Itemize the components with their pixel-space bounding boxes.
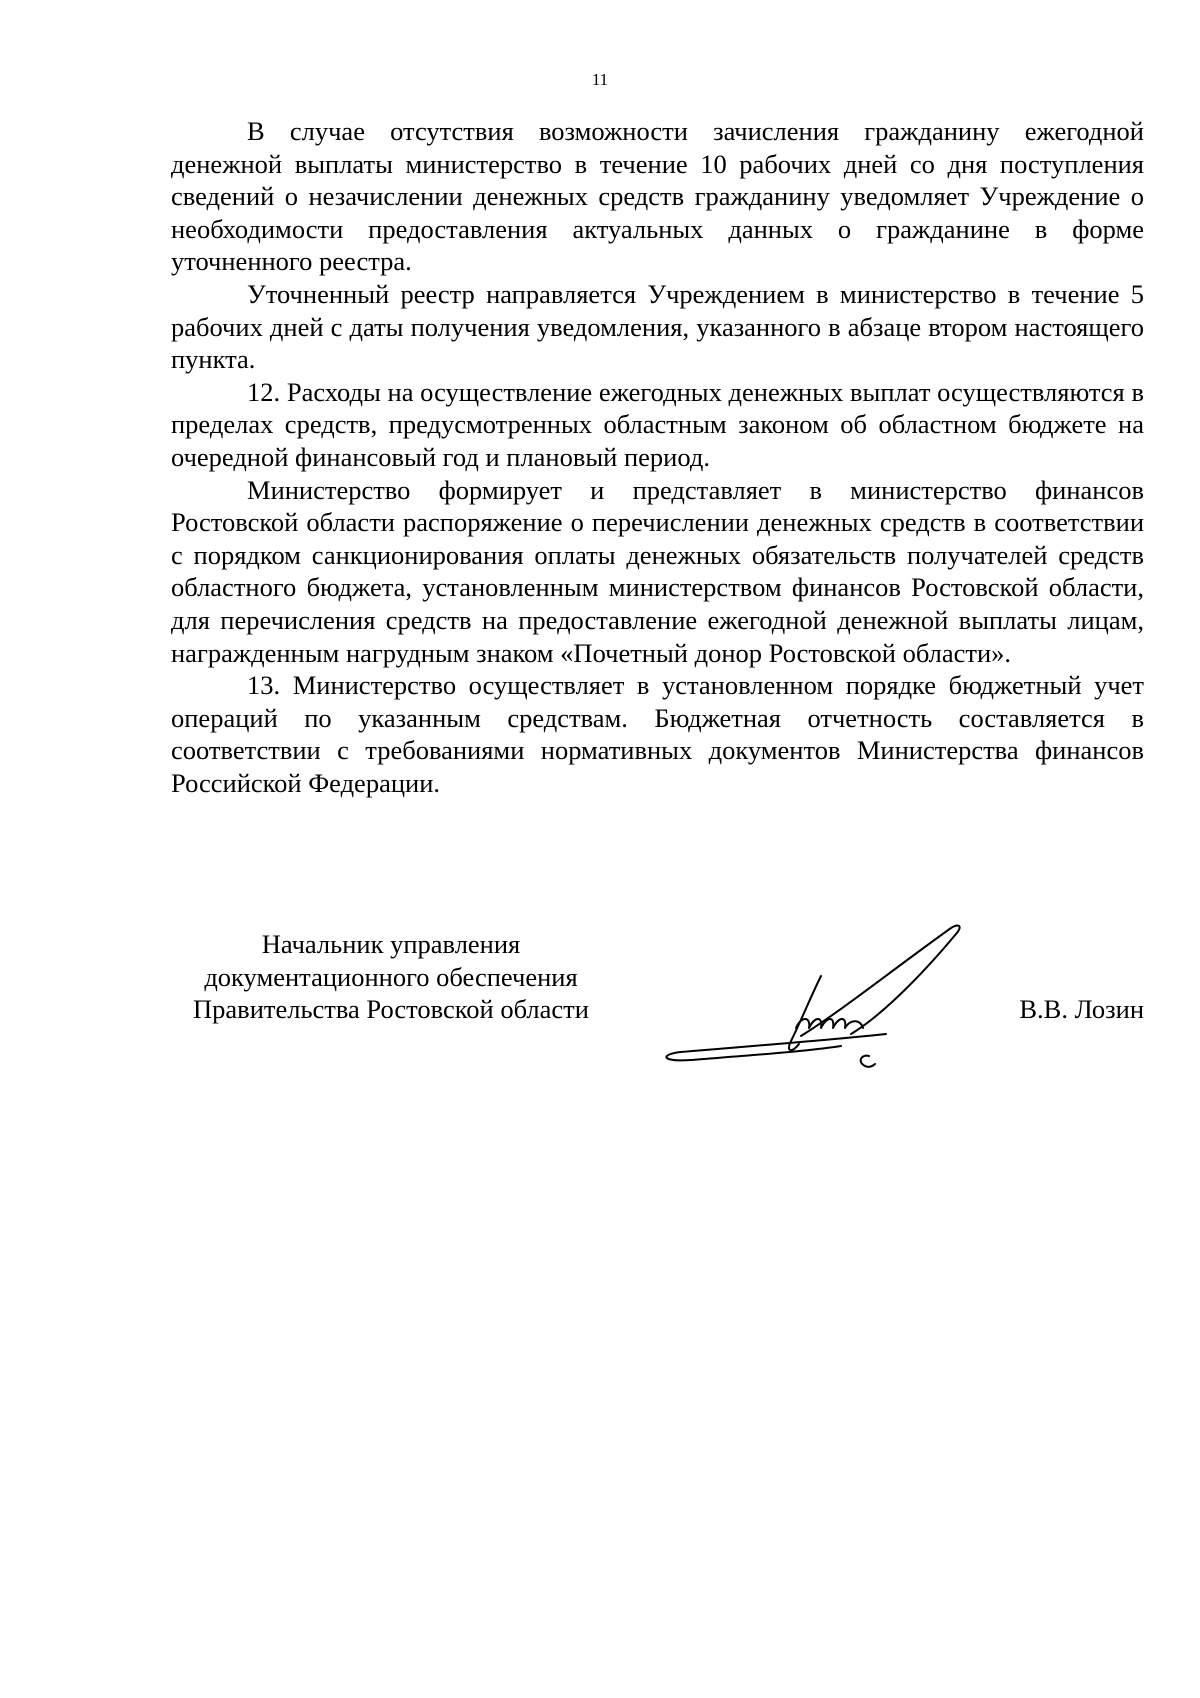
page-number: 11: [591, 70, 609, 89]
handwritten-signature: [651, 916, 981, 1076]
signatory-title-line: Начальник управления: [261, 929, 521, 959]
signatory-title-line: Правительства Ростовской области: [193, 994, 589, 1025]
paragraph: Уточненный реестр направляется Учреждением в министерство в течение 5 рабочих дней с даты получения уведомления, указанного в абзаце втором настоящего пункта.: [171, 278, 1144, 375]
signature-block: [171, 928, 1144, 1078]
paragraph: В случае отсутствия возможности зачисления гражданину ежегодной денежной выплаты министерство в течение 10 рабочих дней со дня поступления сведений о незачислении денежных средств гражданину уведомляет Учреждение о необходимости предоставления актуальных данных о гражданине в форме уточненного реестра.: [171, 116, 1144, 277]
document-body: [171, 115, 1144, 799]
paragraph-item-13: 13. Министерство осуществляет в установленном порядке бюджетный учет операций по указанным средствам. Бюджетная отчетность составляется в соответствии с требованиями нормативных документов Министерства финансов Российской Федерации.: [171, 670, 1144, 798]
paragraph: Министерство формирует и представляет в министерство финансов Ростовской области распоряжение о перечислении денежных средств в соответствии с порядком санкционирования оплаты денежных обязательств получателей средств областного бюджета, установленным министерством финансов Ростовской области, для перечисления средств на предоставление ежегодной денежной выплаты лицам, награжденным нагрудным знаком «Почетный донор Ростовской области».: [171, 474, 1144, 668]
signatory-title: [171, 928, 611, 1026]
signatory-name: В.В. Лозин: [1019, 994, 1144, 1024]
signatory-title-line: документационного обеспечения: [204, 961, 578, 992]
paragraph-item-12: 12. Расходы на осуществление ежегодных денежных выплат осуществляются в пределах средств, предусмотренных областным законом об областном бюджете на очередной финансовый год и плановый период.: [171, 376, 1144, 472]
